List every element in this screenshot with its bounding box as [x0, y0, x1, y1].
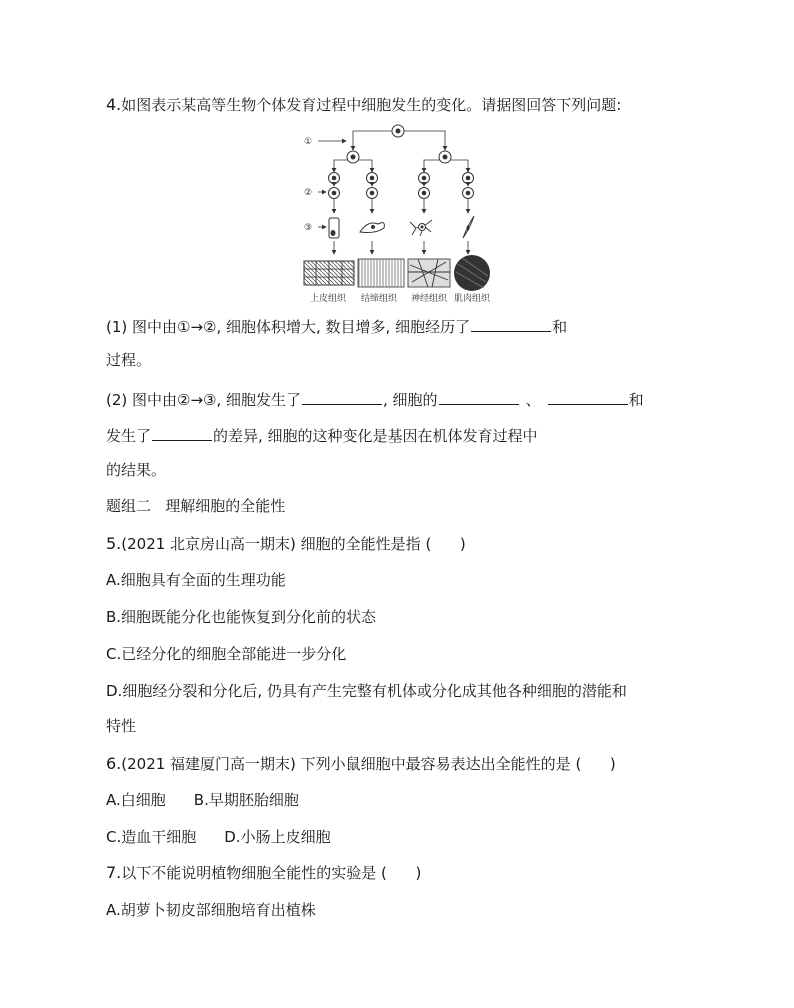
- muscle-tissue: [454, 255, 490, 291]
- q5-stem-line: [106, 534, 466, 554]
- q6-number: 6.: [106, 754, 122, 773]
- q7-number: 7.: [106, 863, 122, 882]
- q4-part2-text: (2) 图中由②→③, 细胞发生了: [106, 391, 302, 409]
- q6-stem: (2021 福建厦门高一期末) 下列小鼠细胞中最容易表达出全能性的是 ( ): [121, 755, 616, 773]
- marker-3: ③: [304, 223, 313, 233]
- q7-stem: 以下不能说明植物细胞全能性的实验是 ( ): [121, 864, 422, 882]
- q5-option-c[interactable]: C.已经分化的细胞全部能进一步分化: [106, 645, 347, 663]
- q4-part1-blank-1[interactable]: [471, 315, 551, 332]
- q4-part2-result: 的结果。: [106, 461, 167, 479]
- q4-part2-blank-3[interactable]: [548, 388, 628, 405]
- neuron-cell: [410, 220, 432, 236]
- q4-part2-blank-4[interactable]: [152, 424, 212, 441]
- cell-row2: [329, 173, 474, 184]
- q4-part1-text: (1) 图中由①→②, 细胞体积增大, 数目增多, 细胞经历了: [106, 318, 471, 336]
- q7-stem-line: [106, 863, 421, 883]
- q5-stem: (2021 北京房山高一期末) 细胞的全能性是指 ( ): [121, 535, 466, 553]
- q5-option-d-cont: 特性: [106, 717, 137, 735]
- q6-options-row1: [106, 790, 299, 810]
- q4-part1-and: 和: [552, 318, 568, 336]
- q6-option-a[interactable]: A.白细胞: [106, 791, 166, 809]
- q5-option-b[interactable]: B.细胞既能分化也能恢复到分化前的状态: [106, 608, 377, 626]
- q4-part2-line: [106, 388, 644, 410]
- tissue-label-muscle: 肌肉组织: [454, 294, 491, 304]
- epithelial-cell: [329, 218, 339, 238]
- q4-stem-line: [106, 95, 621, 115]
- cell-row1-right: [439, 151, 451, 163]
- q4-part2-line3: [106, 460, 166, 480]
- q4-number: 4.: [106, 95, 122, 114]
- q5-option-a[interactable]: A.细胞具有全面的生理功能: [106, 571, 286, 589]
- q4-stem: 如图表示某高等生物个体发育过程中细胞发生的变化。请据图回答下列问题:: [121, 96, 622, 114]
- q5-option-d[interactable]: D.细胞经分裂和分化后, 仍具有产生完整有机体或分化成其他各种细胞的潜能和: [106, 682, 627, 700]
- q4-part2-blank-1[interactable]: [302, 388, 382, 405]
- marker-1: ①: [304, 137, 313, 147]
- q6-stem-line: [106, 754, 616, 774]
- q4-part1-line2: [106, 350, 151, 370]
- q6-option-b[interactable]: B.早期胚胎细胞: [193, 791, 299, 809]
- section-title: 题组二 理解细胞的全能性: [106, 497, 286, 515]
- connective-cell: [360, 223, 384, 233]
- q4-part2-blank-2[interactable]: [439, 388, 519, 405]
- cell-row3: [329, 188, 474, 199]
- q5-number: 5.: [106, 534, 122, 553]
- q4-part2-diff: 的差异, 细胞的这种变化是基因在机体发育过程中: [213, 427, 538, 445]
- tissue-label-epithelial: 上皮组织: [310, 294, 347, 304]
- q6-option-d[interactable]: D.小肠上皮细胞: [224, 828, 331, 846]
- q6-options-row2: [106, 827, 331, 847]
- marker-2: ②: [304, 188, 313, 198]
- q4-part2-happened: 发生了: [106, 427, 152, 445]
- cell-row1-left: [347, 151, 359, 163]
- q4-part2-sep: 、: [525, 391, 541, 409]
- q6-option-c[interactable]: C.造血干细胞: [106, 828, 197, 846]
- nerve-tissue: [408, 259, 450, 287]
- tissue-label-nerve: 神经组织: [411, 294, 448, 304]
- q4-part1-line: [106, 315, 567, 337]
- q4-part2-cell: , 细胞的: [383, 391, 438, 409]
- tissue-label-connective: 结缔组织: [361, 294, 398, 304]
- connective-tissue: [358, 259, 404, 287]
- q4-part2-and: 和: [628, 391, 644, 409]
- cell-differentiation-figure: [298, 120, 498, 304]
- q7-option-a[interactable]: A.胡萝卜韧皮部细胞培育出植株: [106, 901, 316, 919]
- q4-part1-end: 过程。: [106, 351, 152, 369]
- epithelial-tissue: [304, 261, 354, 285]
- q4-part2-line2: [106, 424, 538, 446]
- zygote-cell: [392, 125, 404, 137]
- muscle-cell: [463, 216, 474, 238]
